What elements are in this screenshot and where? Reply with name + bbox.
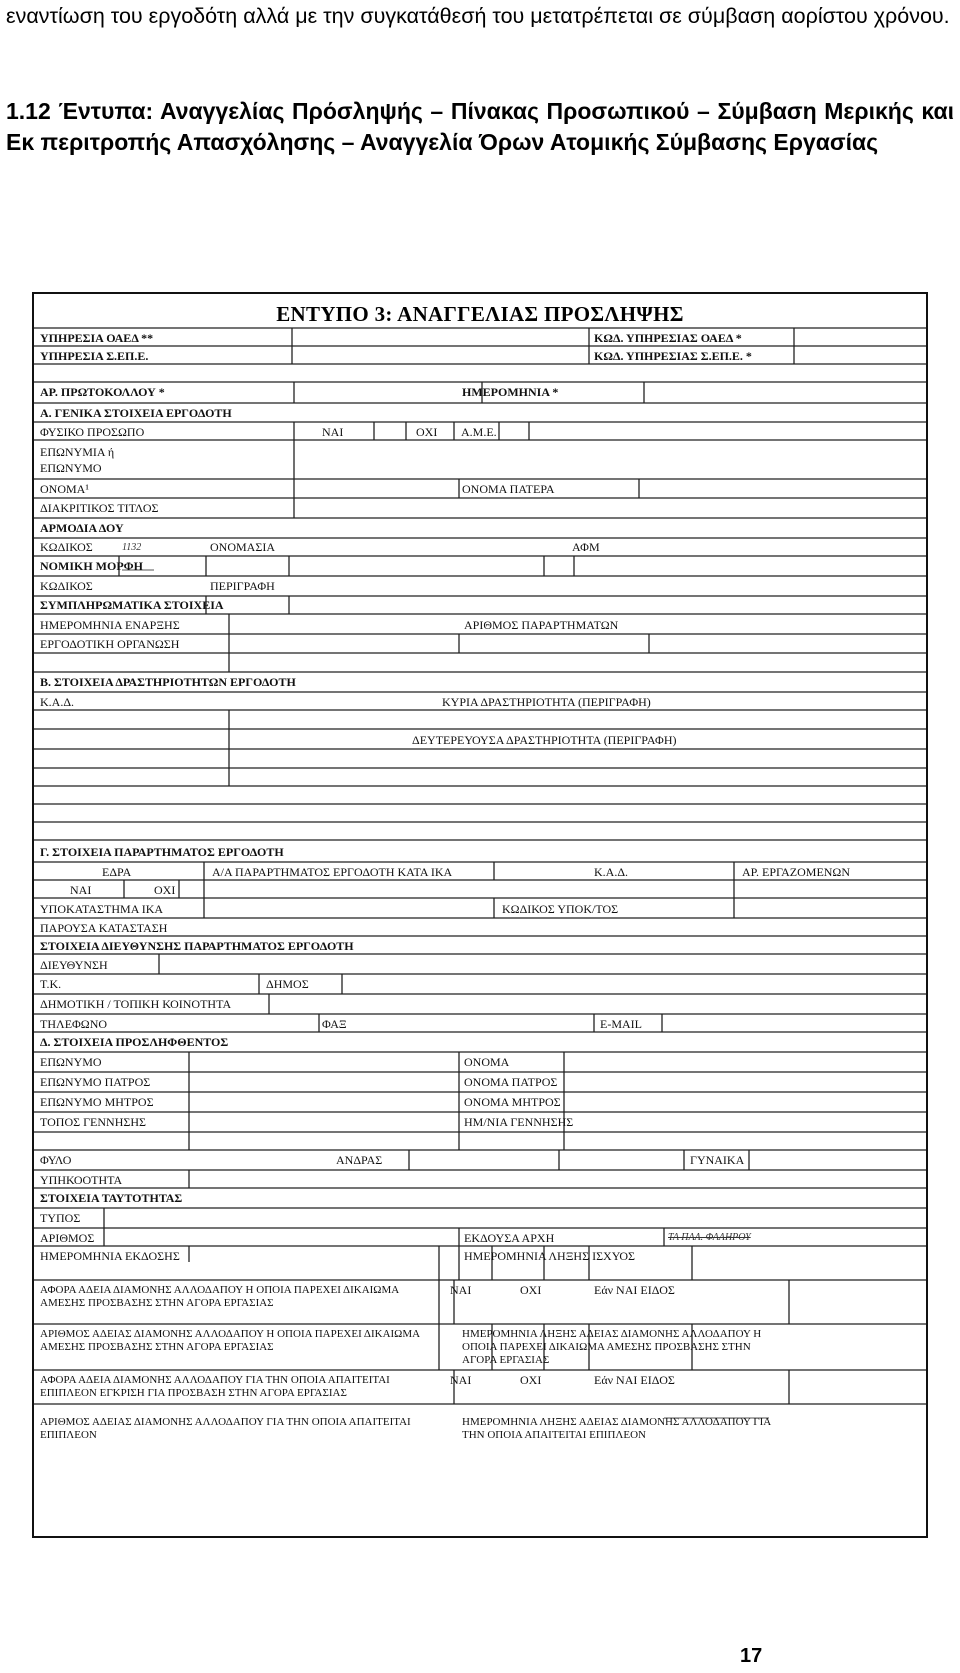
label-parousa: ΠΑΡΟΥΣΑ ΚΑΤΑΣΤΑΣΗ	[40, 921, 168, 935]
label-adeia1-oxi: ΟΧΙ	[520, 1283, 542, 1297]
label-ame: Α.Μ.Ε.	[461, 425, 497, 439]
label-onoma-patera: ΟΝΟΜΑ ΠΑΤΕΡΑ	[462, 482, 555, 496]
section-b-title: Β. ΣΤΟΙΧΕΙΑ ΔΡΑΣΤΗΡΙΟΤΗΤΩΝ ΕΡΓΟΔΟΤΗ	[40, 675, 296, 689]
label-fylo: ΦΥΛΟ	[40, 1153, 72, 1167]
label-d-onoma: ΟΝΟΜΑ	[464, 1055, 510, 1069]
intro-paragraph	[6, 0, 954, 33]
label-kod-sepe: ΚΩΔ. ΥΠΗΡΕΣΙΑΣ Σ.ΕΠ.Ε. *	[594, 349, 752, 363]
label-adeia1-nai: ΝΑΙ	[450, 1283, 472, 1297]
label-ep-patros: ΕΠΩΝΥΜΟ ΠΑΤΡΟΣ	[40, 1075, 151, 1089]
form-title: ΕΝΤΥΠΟ 3: ΑΝΑΓΓΕΛΙΑΣ ΠΡΟΣΛΗΨΗΣ	[276, 302, 684, 326]
label-kodikos-doy: ΚΩΔΙΚΟΣ	[40, 540, 93, 554]
label-afm: ΑΦΜ	[572, 540, 600, 554]
label-oxi: ΟΧΙ	[416, 425, 438, 439]
label-onoma: ΟΝΟΜΑ¹	[40, 482, 89, 496]
label-d-eponymo: ΕΠΩΝΥΜΟ	[40, 1055, 102, 1069]
section-a-title: Α. ΓΕΝΙΚΑ ΣΤΟΙΧΕΙΑ ΕΡΓΟΔΟΤΗ	[40, 406, 232, 420]
label-edra-nai: ΝΑΙ	[70, 883, 92, 897]
label-stoixeia-taut: ΣΤΟΙΧΕΙΑ ΤΑΥΤΟΤΗΤΑΣ	[40, 1191, 183, 1205]
label-eponymo: ΕΠΩΝΥΜΟ	[40, 461, 102, 475]
label-adeia1-ean-nai: Εάν ΝΑΙ ΕΙΔΟΣ	[594, 1283, 675, 1297]
announcement-form	[32, 292, 928, 1538]
label-afora-adeia1: ΑΦΟΡΑ ΑΔΕΙΑ ΔΙΑΜΟΝΗΣ ΑΛΛΟΔΑΠΟΥ Η ΟΠΟΙΑ ΠΑΡΕΧΕΙ ΔΙΚΑΙΩΜΑ ΑΜΕΣΗΣ ΠΡΟΣΒΑΣΗΣ ΣΤΗΝ ΑΓΟΡΑ ΕΡΓΑΣΙΑΣ	[40, 1284, 399, 1309]
label-tk: Τ.Κ.	[40, 977, 62, 991]
label-andras: ΑΝΔΡΑΣ	[336, 1153, 383, 1167]
label-ep-mitros: ΕΠΩΝΥΜΟ ΜΗΤΡΟΣ	[40, 1095, 154, 1109]
label-kod-oaed: ΚΩΔ. ΥΠΗΡΕΣΙΑΣ ΟΑΕΔ *	[594, 331, 742, 345]
label-im-genn: ΗΜ/ΝΙΑ ΓΕΝΝΗΣΗΣ	[464, 1115, 574, 1129]
label-ar-protokollou: ΑΡ. ΠΡΩΤΟΚΟΛΛΟΥ *	[40, 385, 165, 399]
label-ar-ergazomenon: ΑΡ. ΕΡΓΑΖΟΜΕΝΩΝ	[742, 865, 851, 879]
label-tilefono: ΤΗΛΕΦΩΝΟ	[40, 1017, 108, 1031]
label-stoixeia-dieyth: ΣΤΟΙΧΕΙΑ ΔΙΕΥΘΥΝΣΗΣ ΠΑΡΑΡΤΗΜΑΤΟΣ ΕΡΓΟΔΟΤΗ	[40, 939, 354, 953]
label-fax: ΦΑΞ	[322, 1017, 347, 1031]
label-aa-parart: Α/Α ΠΑΡΑΡΤΗΜΑΤΟΣ ΕΡΓΟΔΟΤΗ ΚΑΤΑ ΙΚΑ	[212, 865, 453, 879]
label-ar-adeias2: ΑΡΙΘΜΟΣ ΑΔΕΙΑΣ ΔΙΑΜΟΝΗΣ ΑΛΛΟΔΑΠΟΥ ΓΙΑ ΤΗΝ ΟΠΟΙΑ ΑΠΑΙΤΕΙΤΑΙ ΕΠΙΠΛΕΟΝ	[40, 1416, 411, 1441]
label-gynaika: ΓΥΝΑΙΚΑ	[690, 1153, 745, 1167]
label-on-mitros: ΟΝΟΜΑ ΜΗΤΡΟΣ	[464, 1095, 561, 1109]
label-sympliromatika: ΣΥΜΠΛΗΡΩΜΑΤΙΚΑ ΣΤΟΙΧΕΙΑ	[40, 598, 224, 612]
label-im-lixis-adeias2: ΗΜΕΡΟΜΗΝΙΑ ΛΗΞΗΣ ΑΔΕΙΑΣ ΔΙΑΜΟΝΗΣ ΑΛΛΟΔΑΠΟΥ ΓΙΑ ΤΗΝ ΟΠΟΙΑ ΑΠΑΙΤΕΙΤΑΙ ΕΠΙΠΛΕΟΝ	[462, 1416, 771, 1441]
label-ar-adeias1: ΑΡΙΘΜΟΣ ΑΔΕΙΑΣ ΔΙΑΜΟΝΗΣ ΑΛΛΟΔΑΠΟΥ Η ΟΠΟΙΑ ΠΑΡΕΧΕΙ ΔΙΚΑΙΩΜΑ ΑΜΕΣΗΣ ΠΡΟΣΒΑΣΗΣ ΣΤΗΝ ΑΓΟΡΑ ΕΡΓΑΣΙΑΣ	[40, 1328, 420, 1353]
label-diakritikos: ΔΙΑΚΡΙΤΙΚΟΣ ΤΙΤΛΟΣ	[40, 501, 159, 515]
label-kodikos-morfis: ΚΩΔΙΚΟΣ	[40, 579, 93, 593]
label-eponymia: ΕΠΩΝΥΜΙΑ ή	[40, 445, 115, 459]
label-arithmos: ΑΡΙΘΜΟΣ	[40, 1231, 95, 1245]
label-adeia2-nai: ΝΑΙ	[450, 1373, 472, 1387]
label-deyter-drast: ΔΕΥΤΕΡΕΥΟΥΣΑ ΔΡΑΣΤΗΡΙΟΤΗΤΑ (ΠΕΡΙΓΡΑΦΗ)	[412, 733, 677, 747]
label-email: E-MAIL	[600, 1017, 642, 1031]
label-dieythynsi: ΔΙΕΥΘΥΝΣΗ	[40, 958, 108, 972]
label-armodia-doy: ΑΡΜΟΔΙΑ ΔΟΥ	[40, 521, 124, 535]
page-number: 17	[740, 1645, 763, 1667]
label-topos-genn: ΤΟΠΟΣ ΓΕΝΝΗΣΗΣ	[40, 1115, 146, 1129]
label-ypiresia-sepe: ΥΠΗΡΕΣΙΑ Σ.ΕΠ.Ε.	[40, 349, 149, 363]
intro-text: εναντίωση του εργοδότη αλλά με την συγκατάθεσή του μετατρέπεται σε σύμβαση αορίστου χρόνου.	[6, 4, 950, 28]
label-ergodotiki-org: ΕΡΓΟΔΟΤΙΚΗ ΟΡΓΑΝΩΣΗ	[40, 637, 180, 651]
label-edra: ΕΔΡΑ	[102, 865, 132, 879]
section-g-title: Γ. ΣΤΟΙΧΕΙΑ ΠΑΡΑΡΤΗΜΑΤΟΣ ΕΡΓΟΔΟΤΗ	[40, 845, 284, 859]
label-ypikootita: ΥΠΗΚΟΟΤΗΤΑ	[40, 1173, 123, 1187]
label-dimos: ΔΗΜΟΣ	[266, 977, 309, 991]
label-afora-adeia2: ΑΦΟΡΑ ΑΔΕΙΑ ΔΙΑΜΟΝΗΣ ΑΛΛΟΔΑΠΟΥ ΓΙΑ ΤΗΝ ΟΠΟΙΑ ΑΠΑΙΤΕΙΤΑΙ ΕΠΙΠΛΕΟΝ ΕΓΚΡΙΣΗ ΓΙΑ ΠΡΟΣΒΑΣΗ ΣΤΗΝ ΑΓΟΡΑ ΕΡΓΑΣΙΑΣ	[40, 1374, 390, 1399]
section-d-title: Δ. ΣΤΟΙΧΕΙΑ ΠΡΟΣΛΗΦΘΕΝΤΟΣ	[40, 1035, 229, 1049]
ekdousa-value: ΤΑ ΠΑΛ. ΦΑΛΗΡΟΥ	[668, 1232, 751, 1243]
label-im-enarxis: ΗΜΕΡΟΜΗΝΙΑ ΕΝΑΡΞΗΣ	[40, 618, 180, 632]
label-adeia2-oxi: ΟΧΙ	[520, 1373, 542, 1387]
label-typos: ΤΥΠΟΣ	[40, 1211, 81, 1225]
label-kyria-drast: ΚΥΡΙΑ ΔΡΑΣΤΗΡΙΟΤΗΤΑ (ΠΕΡΙΓΡΑΦΗ)	[442, 695, 651, 709]
label-nomiki-morfi: ΝΟΜΙΚΗ ΜΟΡΦΗ	[40, 559, 143, 573]
label-edra-oxi: ΟΧΙ	[154, 883, 176, 897]
section-heading: 1.12 Έντυπα: Αναγγελίας Πρόσληψής – Πίνακας Προσωπικού – Σύμβαση Μερικής και Εκ περιτροπής Απασχόλησης – Αναγγελία Όρων Ατομικής Σύμβασης Εργασίας	[6, 98, 954, 155]
label-on-patros: ΟΝΟΜΑ ΠΑΤΡΟΣ	[464, 1075, 558, 1089]
label-adeia2-ean-nai: Εάν ΝΑΙ ΕΙΔΟΣ	[594, 1373, 675, 1387]
label-ekdousa: ΕΚΔΟΥΣΑ ΑΡΧΗ	[464, 1231, 555, 1245]
kodikos-value: 1132	[122, 542, 142, 553]
label-kad: Κ.Α.Δ.	[40, 695, 75, 709]
label-nai: ΝΑΙ	[322, 425, 344, 439]
label-dimotiki: ΔΗΜΟΤΙΚΗ / ΤΟΠΙΚΗ ΚΟΙΝΟΤΗΤΑ	[40, 997, 232, 1011]
label-imerominia: ΗΜΕΡΟΜΗΝΙΑ *	[462, 385, 559, 399]
label-im-ekdosis: ΗΜΕΡΟΜΗΝΙΑ ΕΚΔΟΣΗΣ	[40, 1249, 180, 1263]
label-ypiresia-oaed: ΥΠΗΡΕΣΙΑ ΟΑΕΔ **	[40, 331, 154, 345]
label-im-lixis: ΗΜΕΡΟΜΗΝΙΑ ΛΗΞΗΣ ΙΣΧΥΟΣ	[464, 1249, 635, 1263]
label-arithmos-parart: ΑΡΙΘΜΟΣ ΠΑΡΑΡΤΗΜΑΤΩΝ	[464, 618, 619, 632]
label-ypokatastima: ΥΠΟΚΑΤΑΣΤΗΜΑ ΙΚΑ	[40, 902, 164, 916]
label-fysiko-prosopo: ΦΥΣΙΚΟ ΠΡΟΣΩΠΟ	[40, 425, 145, 439]
label-im-lixis-adeias1: ΗΜΕΡΟΜΗΝΙΑ ΛΗΞΗΣ ΑΔΕΙΑΣ ΔΙΑΜΟΝΗΣ ΑΛΛΟΔΑΠΟΥ Η ΟΠΟΙΑ ΠΑΡΕΧΕΙ ΔΙΚΑΙΩΜΑ ΑΜΕΣΗΣ ΠΡΟΣΒΑΣΗΣ ΣΤΗΝ ΑΓΟΡΑ ΕΡΓΑΣΙΑΣ	[462, 1328, 762, 1366]
label-kad-g: Κ.Α.Δ.	[594, 865, 629, 879]
label-perigrafi: ΠΕΡΙΓΡΑΦΗ	[210, 579, 275, 593]
label-kodikos-ypok: ΚΩΔΙΚΟΣ ΥΠΟΚ/ΤΟΣ	[502, 902, 619, 916]
label-onomasia: ΟΝΟΜΑΣΙΑ	[210, 540, 275, 554]
